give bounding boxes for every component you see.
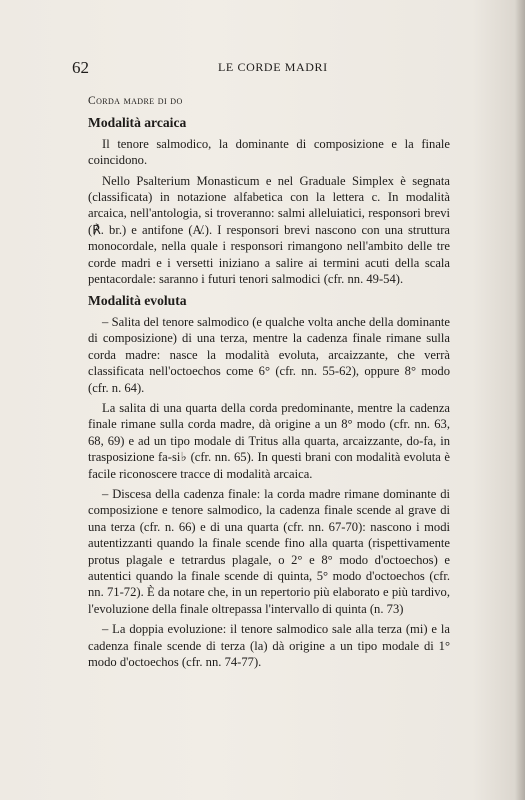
paragraph: Il tenore salmodico, la dominante di composizione e la finale coincidono. [88, 136, 450, 168]
main-text [88, 93, 450, 674]
page-spine-shadow [515, 0, 525, 800]
paragraph: Nello Psalterium Monasticum e nel Graduale Simplex è segnata (classificata) in notazione alfabetica con la lettera c. In modalità arcaica, nell'antologia, si troveranno: salmi alleluiatici, responsori brevi (℟. br.) e antifone (A̸.). I responsori brevi nascono con una struttura monocordale, nella quale i responsori rimangono nell'ambito delle tre corde madri e i versetti iniziano a salire ai termini acuti della scala pentacordale: saranno i futuri tenori salmodici (cfr. nn. 49-54). [88, 173, 450, 287]
subheading-evoluta: Modalità evoluta [88, 293, 187, 309]
page-number: 62 [72, 58, 89, 77]
paragraph: – La doppia evoluzione: il tenore salmodico sale alla terza (mi) e la cadenza finale scende di terza (la) dà origine a un tipo modale di 1° modo d'octoechos (cfr. nn. 74-77). [88, 622, 450, 669]
section-label: Corda madre di do [88, 95, 183, 107]
paragraph: – Discesa della cadenza finale: la corda madre rimane dominante di composizione e tenore salmodico, la cadenza finale scende al grave di una terza (cfr. n. 66) e di una quarta (cfr. nn. 67-70): nascono i modi autentizzanti quando la finale scende fino alla quarta (rispettivamente protus plagale e tetrardus plagale, o 2° e 8° modo d'octoechos) e autentici quando la finale scende di quinta, 5° modo d'octoechos (cfr. nn. 71-72). È da notare che, in un repertorio più elaborato e più tardivo, l'evoluzione della finale oltrepassa l'intervallo di quinta (n. 73) [88, 486, 450, 616]
paragraph: – Salita del tenore salmodico (e qualche volta anche della dominante di composizione) di una terza, mentre la cadenza finale rimane sulla corda madre: nasce la modalità evoluta, arcaizzante, che verrà classificata nell'octoechos come 6° (cfr. nn. 55-62), oppure 8° modo (cfr. n. 64). [88, 314, 450, 395]
paragraph: La salita di una quarta della corda predominante, mentre la cadenza finale rimane sulla corda madre, dà origine a un 8° modo (cfr. nn. 63, 68, 69) e ad un tipo modale di Tritus alla quarta, arcaizzante, do-fa, in trasposizione fa-si♭ (cfr. nn. 65). In questi brani con modalità evoluta è facile riconoscere tracce di modalità arcaica. [88, 400, 450, 481]
page-header [72, 58, 452, 82]
subheading-arcaica: Modalità arcaica [88, 115, 187, 131]
running-head: LE CORDE MADRI [218, 60, 328, 74]
